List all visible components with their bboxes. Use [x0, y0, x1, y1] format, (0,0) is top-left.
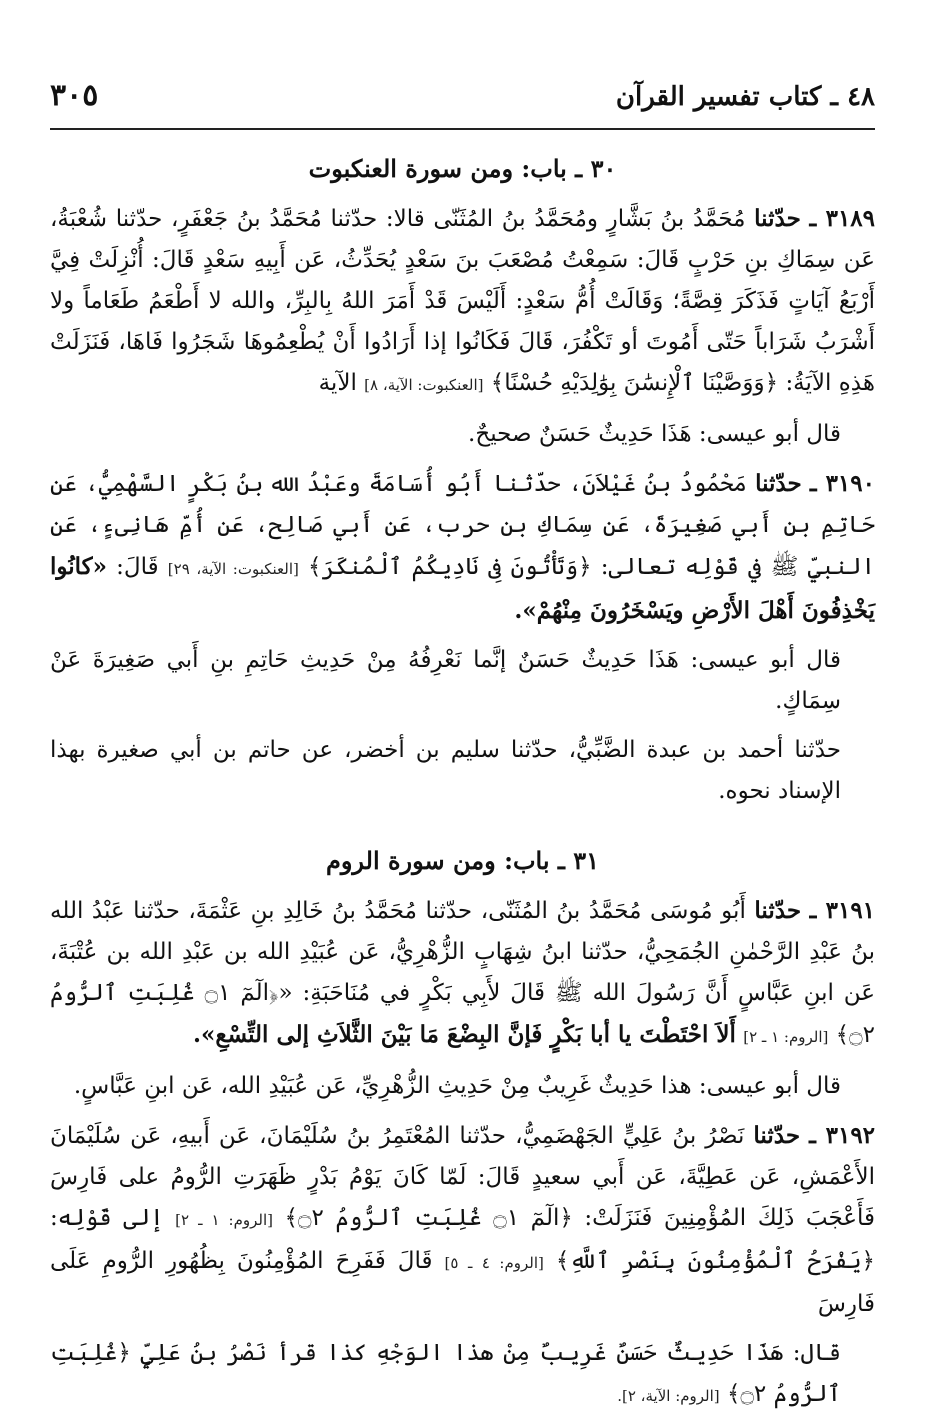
quran-verse: ﴿الٓمٓ ۝١ غُلِبَتِ ٱلرُّومُ ۝٢﴾	[284, 1205, 573, 1231]
verse-reference: [الروم: ١ ـ ٢]	[175, 1211, 273, 1229]
page-number: ٣٠٥	[50, 78, 99, 113]
hadith-number: ٣١٨٩ ـ	[809, 205, 876, 232]
prophetic-saying: «كانُوا يَخْذِفُونَ أَهْلَ الأَرْضِ ويَسْخَرُونَ مِنْهُمْ».	[50, 553, 875, 624]
hadith-keyword: حدّثنا	[754, 205, 801, 232]
hadith-text: قَالَ:	[116, 554, 159, 580]
header-rule	[50, 128, 875, 130]
hadith-number: ٣١٩٠ ـ	[809, 470, 875, 497]
verse-reference: [الروم: ١ ـ ٢]	[743, 1028, 829, 1046]
chapter-title: ٤٨ ـ كتاب تفسير القرآن	[615, 82, 875, 112]
hadith-keyword: حدّثنا	[753, 1122, 801, 1149]
hadith-keyword: حدّثنا	[755, 470, 802, 497]
hadith-text-end: قَالَ فَفَرِحَ المُؤْمِنُونَ بِظُهُورِ الرُّومِ عَلَى فَارِسَ	[50, 1248, 875, 1317]
hadith-text: أَبُو مُوسَى مُحَمَّدُ بنُ المُثَنّى، حدّثنا مُحَمَّدُ بنُ خَالِدِ بنِ عَثْمَةَ، حدّثنا عَبْدُ الله بنُ عَبْدِ الرَّحْمٰنِ الجُمَحِيُّ، حدّثنا ابنُ شِهَابٍ الزُّهْرِيُّ، عَن عُبَيْدِ الله بن عَبْدِ الله بن عُتْبَةَ، عَن ابنِ عَبَّاسٍ أَنَّ رَسُولَ الله ﷺ قَالَ لأَبِي بَكْرٍ في مُنَاحَبَةِ:	[50, 898, 876, 1006]
hadith-3191	[50, 890, 875, 1058]
section-heading-31: ٣١ ـ باب: ومن سورة الروم	[325, 846, 600, 875]
section-gap	[50, 820, 875, 842]
hadith-text: إلى قَوْلِه:	[50, 1205, 164, 1231]
hadith-3190	[50, 463, 875, 632]
hadith-3189	[50, 198, 875, 406]
hadith-text-end: الآية	[318, 370, 357, 396]
quran-verse: «﴿الٓمٓ ۝١ غُلِبَتِ ٱلرُّومُ ۝٢﴾	[50, 980, 875, 1048]
hadith-number: ٣١٩١ ـ	[809, 897, 876, 924]
commentary-text: قال: هَذَا حَدِيثٌ حَسَنٌ غَرِيبٌ مِنْ هذا الوَجْهِ كذا قرأ نَصْرُ بنُ عَلِيٍّ	[140, 1340, 841, 1366]
page-header	[50, 78, 875, 126]
commentary-3189: قال أبو عيسى: هَذَا حَدِيثٌ حَسَنٌ صحيحٌ.	[468, 421, 841, 447]
hadith-keyword: حدّثنا	[754, 897, 802, 924]
hadith-number: ٣١٩٢ ـ	[809, 1122, 876, 1149]
section-heading-30: ٣٠ ـ باب: ومن سورة العنكبوت	[308, 154, 617, 183]
hadith-3192	[50, 1115, 875, 1325]
verse-reference: [الروم: الآية، ٢].	[617, 1387, 720, 1405]
verse-reference: [العنكبوت: الآية، ٢٩]	[167, 560, 299, 578]
quran-verse: ﴿غُلِبَتِ ٱلرُّومُ ۝٢﴾	[50, 1340, 841, 1407]
hadith-text: نَصْرُ بنُ عَلِيٍّ الجَهْضَمِيُّ، حدّثنا المُعْتَمِرُ بنُ سُلَيْمَانَ، عَن أَبيهِ، عَن سُلَيْمَانَ الأَعْمَشِ، عَن عَطِيَّةَ، عَن أَبي سعيدٍ قَالَ: لَمّا كَانَ يَوْمُ بَدْرٍ ظَهَرَتِ الرُّومُ على فَارِسَ فَأَعْجَبَ ذَلِكَ المُؤْمِنِينَ فَنَزَلَتْ:	[50, 1123, 876, 1231]
quran-verse: ﴿وَتَأْتُونَ فِى نَادِيكُمُ ٱلْمُنكَرَ﴾	[308, 554, 592, 580]
commentary-3192	[50, 1333, 875, 1417]
verse-reference: [العنكبوت: الآية، ٨]	[364, 376, 484, 394]
prophetic-saying: أَلاَ احْتَطْتَ يا أبا بَكْرٍ فَإنَّ البِضْعَ مَا بَيْنَ الثَّلاَثِ إلى التِّسْعِ».	[192, 1021, 736, 1048]
quran-verse: ﴿وَوَصَّيْنَا ٱلْإِنسَٰنَ بِوَٰلِدَيْهِ حُسْنًا﴾	[490, 370, 779, 396]
verse-reference: [الروم: ٤ ـ ٥]	[444, 1254, 544, 1272]
commentary-3190: قال أبو عيسى: هَذَا حَدِيثٌ حَسَنٌ إنَّما نَعْرِفُهُ مِنْ حَدِيثِ حَاتِمِ بنِ أَبي صَغِيرَةَ عَنْ سِمَاكٍ.	[50, 647, 841, 714]
quran-verse: ﴿يَفْرَحُ ٱلْمُؤْمِنُونَ بِنَصْرِ ٱللَّهِ﴾	[555, 1248, 876, 1274]
commentary-3191: قال أبو عيسى: هذا حَدِيثٌ غَرِيبٌ مِنْ حَدِيثِ الزُّهْرِيِّ، عَن عُبَيْدِ الله، عَن ابنِ عَبَّاسٍ.	[73, 1073, 841, 1099]
page-content	[50, 150, 875, 1425]
hadith-text: مُحَمَّدُ بنُ بَشَّارٍ ومُحَمَّدُ بنُ المُثَنّى قالا: حدّثنا مُحَمَّدُ بنُ جَعْفَرٍ، حدّثنا شُعْبَةُ، عَن سِمَاكِ بنِ حَرْبٍ قَالَ: سَمِعْتُ مُصْعَبَ بنَ سَعْدٍ يُحَدِّثُ، عَن أَبِيهِ سَعْدٍ قَالَ: أُنْزِلَتْ فِيَّ أَرْبَعُ آيَاتٍ فَذَكَرَ قِصَّةً؛ وَقَالَتْ أُمُّ سَعْدٍ: أَلَيْسَ قَدْ أَمَرَ اللهُ بِالبِرِّ، والله لا أَطْعَمُ طَعَاماً ولا أَشْرَبُ شَرَاباً حَتّى أَمُوتَ أو تَكْفُرَ، قَالَ فَكَانُوا إذا أَرَادُوا أَنْ يُطْعِمُوهَا شَجَرُوا فَاهَا، فَنَزَلَتْ هَذِهِ الآيَةُ:	[50, 206, 875, 396]
isnad-note-3190: حدّثنا أحمد بن عبدة الضَّبِّيُّ، حدّثنا سليم بن أخضر، عن حاتم بن أبي صغيرة بهذا الإسناد نحوه.	[50, 737, 841, 804]
hadith-text: مَحْمُودُ بنُ غَيْلاَنَ، حدّثنا أَبُو أُسَامَةَ وعَبْدُ الله بنُ بَكْرٍ السَّهْمِيُّ، عَن حَاتِمِ بنِ أَبي صَغِيرَةَ، عَن سِمَاكِ بن حرب، عَن أَبي صَالِح، عَن أُمِّ هَانِىءٍ، عَن النبيِّ ﷺ في قَوْلِه تعالى:	[50, 471, 875, 580]
